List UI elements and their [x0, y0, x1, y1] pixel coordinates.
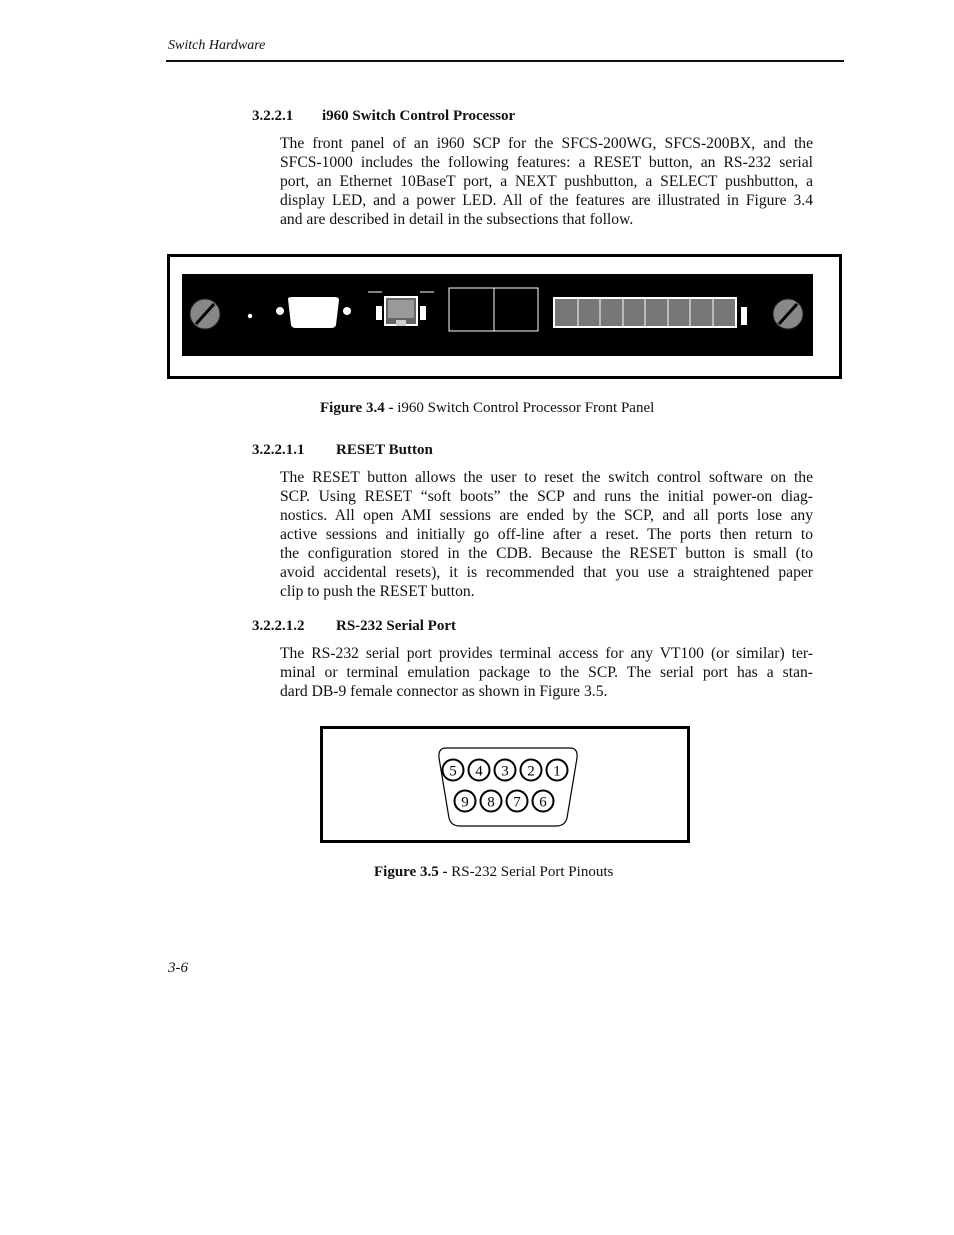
db9-pin-2 [521, 760, 542, 781]
paragraph-line: display LED, and a power LED. All of the features are illustrated in Figure 3.4 [280, 192, 813, 209]
db9-pin-4 [469, 760, 490, 781]
section-title: RESET Button [336, 442, 433, 458]
paragraph-line: active sessions and initially go off-line after a reset. The ports then return to [280, 526, 813, 543]
figure-label: Figure 3.5 - [374, 864, 448, 880]
paragraph-line: port, an Ethernet 10BaseT port, a NEXT pushbutton, a SELECT pushbutton, a [280, 173, 813, 190]
paragraph-line: The RS-232 serial port provides terminal access for any VT100 (or similar) ter- [280, 645, 813, 662]
display-led [553, 297, 737, 328]
pin-label: 8 [487, 794, 495, 811]
section-paragraph [280, 644, 813, 701]
section-title: RS-232 Serial Port [336, 618, 456, 634]
db9-pin-5 [443, 760, 464, 781]
pin-label: 5 [449, 763, 457, 780]
section-number: 3.2.2.1 [252, 108, 294, 124]
paragraph-line: The RESET button allows the user to reset the switch control software on the [280, 469, 813, 486]
section-number: 3.2.2.1.2 [252, 618, 305, 634]
pin-label: 3 [501, 763, 509, 780]
paragraph-line: avoid accidental resets), it is recommended that you use a straightened paper [280, 564, 813, 581]
section-number: 3.2.2.1.1 [252, 442, 305, 458]
figure-caption-text: RS-232 Serial Port Pinouts [447, 864, 614, 880]
paragraph-line: dard DB-9 female connector as shown in Figure 3.5. [280, 683, 608, 700]
db9-pin-9 [455, 791, 476, 812]
db9-pin-1 [547, 760, 568, 781]
pin-label: 9 [461, 794, 469, 811]
db9-pinout-figure [320, 726, 691, 844]
page-number: 3-6 [168, 960, 188, 976]
paragraph-line: clip to push the RESET button. [280, 583, 475, 600]
section-paragraph [280, 134, 813, 229]
power-led [741, 307, 747, 325]
paragraph-line: nostics. All open AMI sessions are ended by the SCP, and all ports lose any [280, 507, 813, 524]
pin-label: 4 [475, 763, 483, 780]
reset-button-hole [248, 314, 252, 318]
paragraph-line: the configuration stored in the CDB. Because the RESET button is small (to [280, 545, 813, 562]
pin-label: 2 [527, 763, 535, 780]
section-title: i960 Switch Control Processor [322, 108, 516, 124]
running-head: Switch Hardware [168, 38, 266, 53]
paragraph-line: SFCS-1000 includes the following features: a RESET button, an RS-232 serial [280, 154, 813, 171]
header-rule [166, 60, 844, 62]
paragraph-line: and are described in detail in the subsections that follow. [280, 211, 634, 228]
db9-pin-6 [533, 791, 554, 812]
section-paragraph [280, 468, 813, 601]
paragraph-line: The front panel of an i960 SCP for the SFCS-200WG, SFCS-200BX, and the [280, 135, 813, 152]
figure-caption [374, 864, 613, 881]
pin-label: 6 [539, 794, 547, 811]
figure-label: Figure 3.4 - [320, 400, 394, 416]
db9-pin-3 [495, 760, 516, 781]
pin-label: 7 [513, 794, 521, 811]
db9-pin-8 [481, 791, 502, 812]
paragraph-line: SCP. Using RESET “soft boots” the SCP and runs the initial power-on diag- [280, 488, 813, 505]
pin-label: 1 [553, 763, 561, 780]
right-screw-icon [773, 299, 803, 329]
figure-caption [320, 400, 654, 417]
scp-front-panel-figure [167, 254, 843, 380]
db9-pin-7 [507, 791, 528, 812]
left-screw-icon [190, 299, 220, 329]
paragraph-line: minal or terminal emulation package to the SCP. The serial port has a stan- [280, 664, 813, 681]
next-select-pushbuttons [449, 288, 538, 331]
figure-caption-text: i960 Switch Control Processor Front Panel [393, 400, 655, 416]
